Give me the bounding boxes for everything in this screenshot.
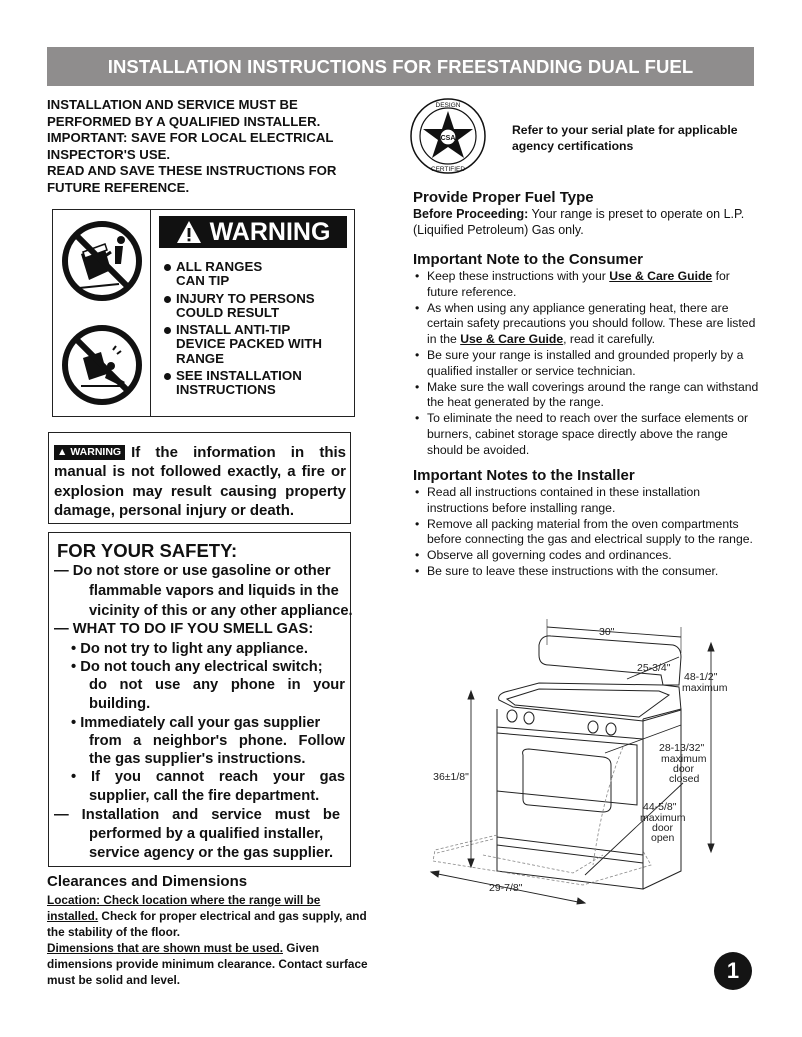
warning-badge: ▲ WARNING: [54, 445, 125, 460]
tip-warning-item: SEE INSTALLATION INSTRUCTIONS: [163, 369, 348, 398]
document-title: INSTALLATION INSTRUCTIONS FOR FREESTANDING DUAL FUEL: [107, 55, 694, 77]
fire-explosion-warning: [48, 432, 351, 524]
warning-triangle-icon: ▲: [57, 446, 68, 458]
safety-line: building.: [89, 696, 151, 712]
safety-line: flammable vapors and liquids in the: [89, 583, 339, 599]
section-heading: Provide Proper Fuel Type: [413, 189, 594, 206]
safety-line: • If you cannot reach your gas: [71, 769, 345, 785]
page-number-badge: [714, 952, 752, 990]
section-heading: Important Note to the Consumer: [413, 251, 644, 268]
svg-text:open: open: [651, 832, 675, 844]
safety-line: do not use any phone in your: [89, 677, 345, 693]
use-care-guide-link: Use & Care Guide: [609, 269, 713, 283]
safety-instructions-box: [48, 532, 351, 867]
list-item: • Keep these instructions with your Use & Care Guide for future reference.: [413, 269, 763, 301]
tip-warning-item: INJURY TO PERSONS COULD RESULT: [163, 292, 348, 321]
fuel-type-section: [413, 189, 763, 239]
safety-title: FOR YOUR SAFETY:: [57, 540, 238, 561]
notice-line: PERFORMED BY A QUALIFIED INSTALLER.: [47, 113, 321, 129]
page-number: 1: [726, 958, 740, 983]
installer-notice: [47, 97, 372, 197]
list-item: • Read all instructions contained in these installation instructions before installing range.: [413, 485, 763, 517]
svg-text:CSA: CSA: [440, 135, 456, 142]
svg-text:maximum: maximum: [640, 812, 686, 824]
safety-line: from a neighbor's phone. Follow: [89, 733, 345, 749]
safety-line: the gas supplier's instructions.: [89, 751, 306, 767]
warning-banner: [159, 216, 347, 248]
safety-line: — Installation and service must be: [54, 807, 340, 823]
safety-line: supplier, call the fire department.: [89, 788, 320, 804]
notice-line: INSPECTOR'S USE.: [47, 146, 171, 162]
list-item: • Observe all governing codes and ordinances.: [413, 548, 763, 564]
use-care-guide-link: Use & Care Guide: [460, 332, 564, 347]
svg-text:28-13/32": 28-13/32": [659, 742, 705, 754]
safety-line: — WHAT TO DO IF YOU SMELL GAS:: [54, 621, 314, 637]
notice-line: INSTALLATION AND SERVICE MUST BE: [47, 97, 298, 112]
notice-line: READ AND SAVE THESE INSTRUCTIONS FOR: [47, 163, 337, 179]
warning-triangle-icon: [176, 220, 202, 244]
dimensions-paragraph: Dimensions that are shown must be used. Given dimensions provide minimum clearance. Contact surface must be solid and level.: [47, 941, 368, 987]
tip-pictograms: [53, 210, 151, 416]
safety-line: vicinity of this or any other appliance.: [89, 603, 353, 619]
svg-text:29-7/8": 29-7/8": [489, 882, 523, 894]
list-item: • Be sure your range is installed and grounded properly by a qualified installer or service technician.: [413, 348, 763, 380]
svg-text:DESIGN: DESIGN: [435, 102, 461, 109]
safety-line: • Do not touch any electrical switch;: [71, 659, 323, 675]
safety-line: performed by a qualified installer,: [89, 826, 324, 842]
notice-line: IMPORTANT: SAVE FOR LOCAL ELECTRICAL: [47, 130, 334, 146]
safety-line: • Do not try to light any appliance.: [71, 641, 308, 657]
installer-notes-section: [413, 467, 763, 580]
list-item: • Make sure the wall coverings around the range can withstand the heat generated by the range.: [413, 380, 763, 412]
svg-text:CERTIFIED: CERTIFIED: [430, 166, 466, 173]
list-item: • Remove all packing material from the oven compartments before connecting the gas and electrical supply to the range.: [413, 517, 763, 549]
svg-text:36±1/8": 36±1/8": [433, 771, 469, 783]
range-tipping-prohibited-icon: [59, 218, 145, 304]
svg-text:48-1/2": 48-1/2": [684, 671, 718, 683]
list-item: • To eliminate the need to reach over the surface elements or burners, cabinet storage space directly above the range should be avoided.: [413, 411, 763, 458]
fuel-type-text: Before Proceeding: Your range is preset to operate on L.P. (Liquified Petroleum) Gas only.: [413, 207, 745, 237]
clearances-section: [47, 873, 377, 988]
list-item: • Be sure to leave these instructions with the consumer.: [413, 564, 763, 580]
fire-warning-text: If the information in this manual is not followed exactly, a fire or explosion may result causing property damage, personal injury or death.: [54, 444, 346, 520]
tip-warning-list: [163, 260, 348, 401]
csa-design-certified-logo: [409, 97, 487, 175]
document-title-bar: [47, 47, 754, 86]
tip-warning-item: ALL RANGES CAN TIP: [163, 260, 348, 289]
section-heading: Clearances and Dimensions: [47, 873, 248, 890]
tip-warning-item: INSTALL ANTI-TIP DEVICE PACKED WITH RANGE: [163, 323, 348, 366]
consumer-note-section: [413, 251, 763, 459]
person-crushed-prohibited-icon: [59, 322, 145, 408]
tip-over-warning-box: [52, 209, 355, 417]
range-dimensions-diagram: [423, 615, 743, 905]
safety-line: — Do not store or use gasoline or other: [54, 563, 331, 579]
location-paragraph: Location: Check location where the range will be installed. Check for proper electrical and gas supply, and the stability of the floor.: [47, 893, 367, 939]
svg-text:25-3/4": 25-3/4": [637, 662, 671, 674]
list-item: • As when using any appliance generating heat, there are certain safety precautions you should follow. These are listed in the Use & Care Guide, read it carefully.: [413, 301, 763, 348]
svg-text:door: door: [652, 822, 674, 834]
safety-line: • Immediately call your gas supplier: [71, 715, 321, 731]
svg-text:closed: closed: [669, 773, 700, 785]
svg-text:door: door: [673, 763, 695, 775]
certification-note: Refer to your serial plate for applicable agency certifications: [512, 123, 738, 153]
svg-text:30": 30": [599, 626, 615, 638]
warning-label: WARNING: [209, 217, 331, 246]
section-heading: Important Notes to the Installer: [413, 467, 635, 484]
svg-text:maximum: maximum: [682, 682, 728, 694]
svg-text:44-5/8": 44-5/8": [643, 801, 677, 813]
svg-text:maximum: maximum: [661, 753, 707, 765]
safety-line: service agency or the gas supplier.: [89, 845, 334, 861]
notice-line: FUTURE REFERENCE.: [47, 179, 190, 195]
